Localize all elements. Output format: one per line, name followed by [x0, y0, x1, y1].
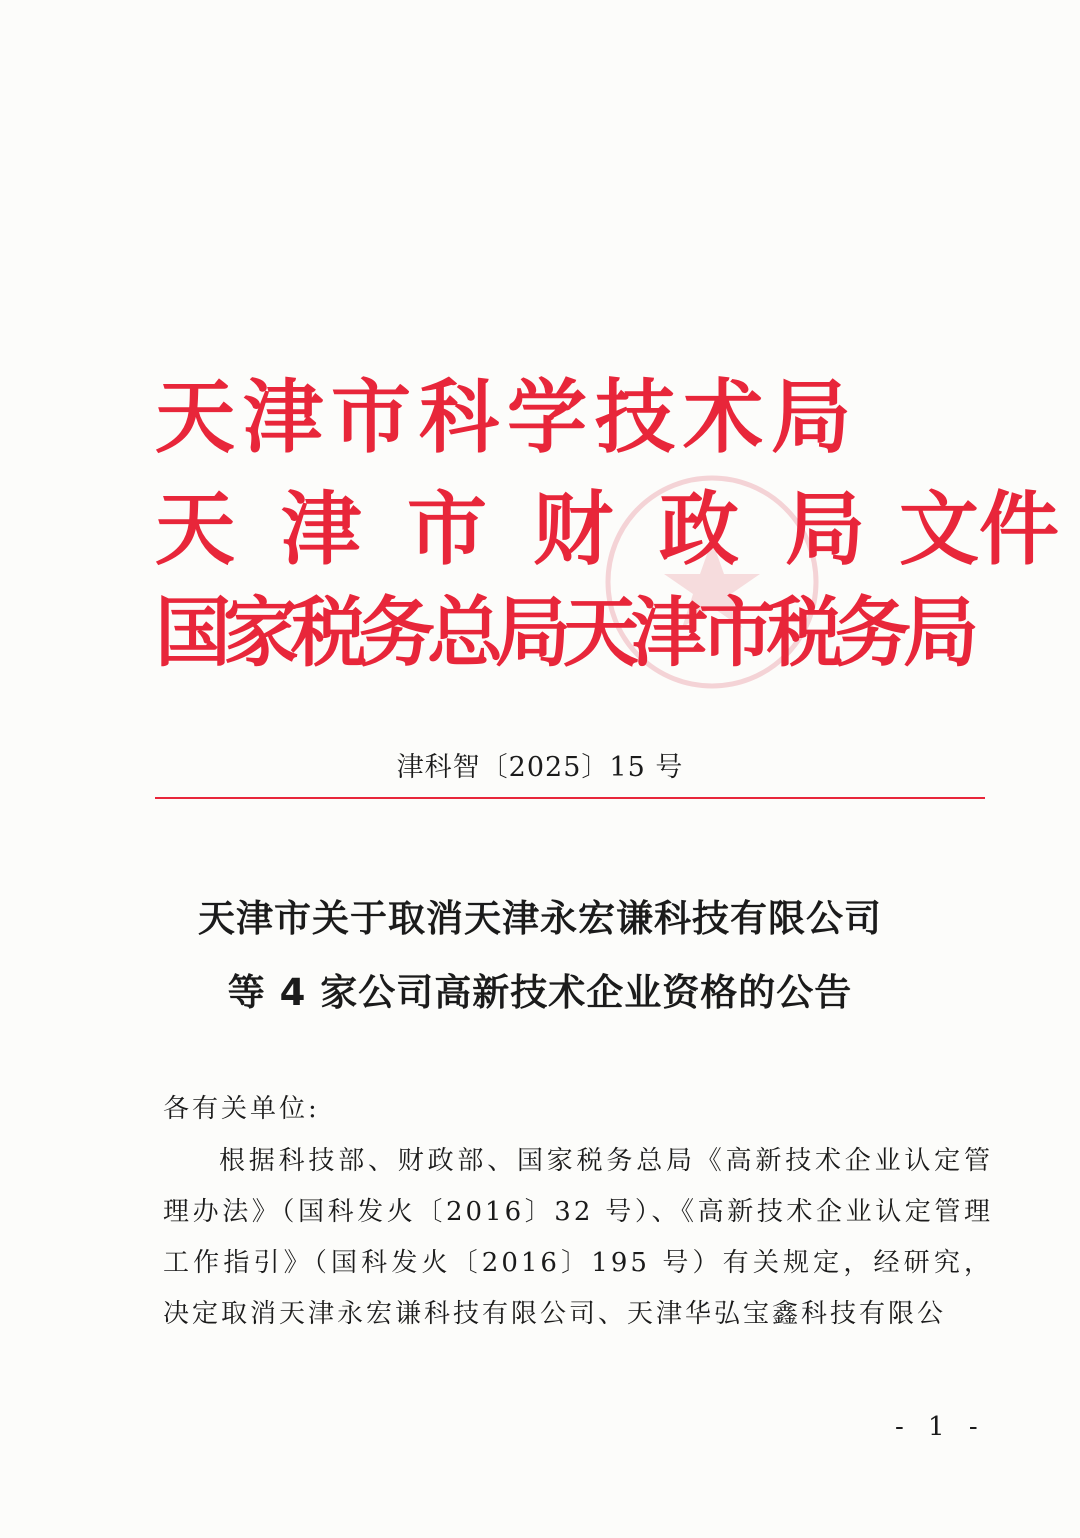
org-2-char: 局 [785, 483, 865, 576]
org-2-char: 市 [407, 483, 487, 576]
document-number: 津科智〔2025〕15 号 [396, 752, 684, 783]
org-2-char: 财 [533, 483, 613, 576]
salutation: 各有关单位: [163, 1094, 320, 1124]
page-number: - 1 - [895, 1412, 986, 1442]
org-name-finance-bureau [155, 483, 1059, 576]
org-2-char: 政 [659, 483, 739, 576]
red-divider [155, 797, 985, 799]
body-paragraph: 根据科技部、财政部、国家税务总局《高新技术企业认定管理办法》（国科发火〔2016〕32 号）、《高新技术企业认定管理工作指引》（国科发火〔2016〕195 号）有关规定，经研究，决定取消天津永宏谦科技有限公司、天津华弘宝鑫科技有限公 [163, 1146, 993, 1329]
notice-title-line-2: 等 4 家公司高新技术企业资格的公告 [227, 971, 853, 1014]
org-name-tax-bureau: 国家税务总局天津市税务局 [155, 588, 971, 677]
org-2-char: 天 [155, 483, 235, 576]
org-2-char-wenjian: 文件 [899, 483, 1059, 576]
org-2-char: 津 [281, 483, 361, 576]
org-name-science-bureau: 天津市科学技术局 [155, 371, 859, 464]
notice-title-line-1: 天津市关于取消天津永宏谦科技有限公司 [198, 897, 882, 940]
